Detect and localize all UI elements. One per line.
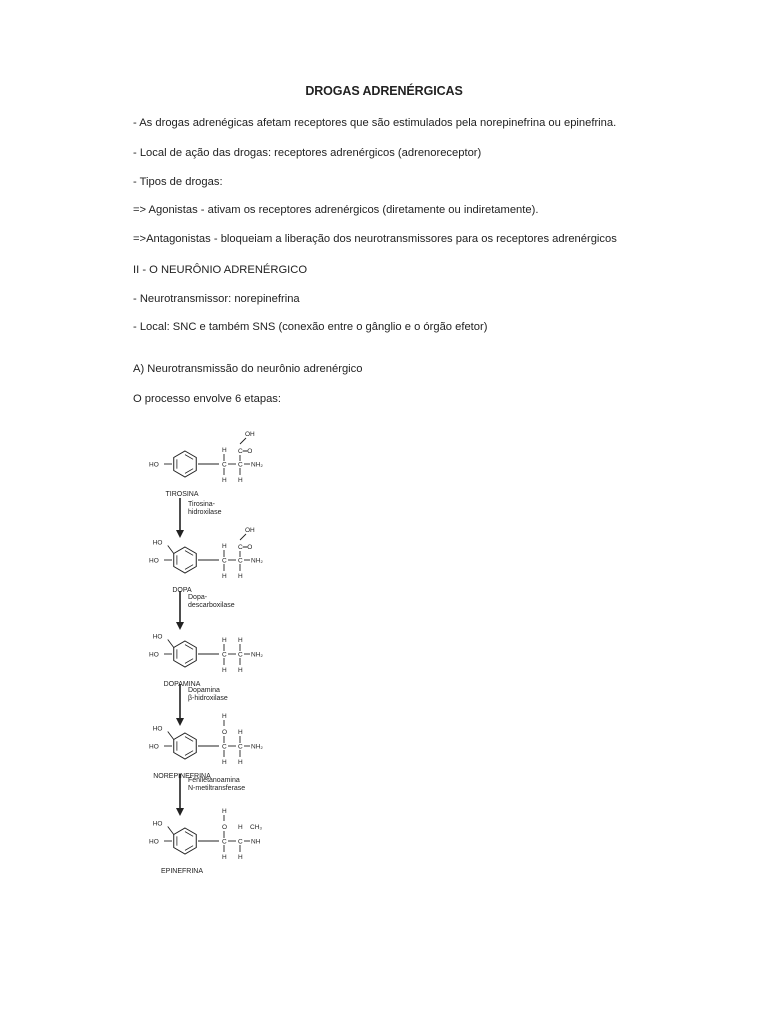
hydrogen-label: H [238,824,243,831]
hydrogen-label: H [222,808,227,815]
carbon-label: C [222,461,227,469]
paragraph-3: - Tipos de drogas: [133,176,223,188]
hydrogen-label: H [222,447,227,454]
ho-group-label: HO [149,461,159,469]
hydrogen-label: H [238,637,243,644]
carbon-label: C [222,743,227,751]
reaction-arrow [176,774,245,816]
structure-dopamina [149,634,263,689]
arrowhead [176,622,184,630]
reaction-arrow [176,498,222,538]
hydrogen-label: H [222,477,227,484]
paragraph-5: =>Antagonistas - bloqueiam a liberação dos neurotransmissores para os receptores adrenérgicos [133,233,617,245]
enzyme-name: N-metiltransferase [188,785,246,792]
carbon-label: C [222,557,227,565]
ho-group-label: HO [152,633,163,641]
carbon-label: C [238,557,243,565]
carboxyl-label: C═O [238,448,253,455]
paragraph-1: - As drogas adrenégicas afetam receptores que são estimulados pela norepinefrina ou epinefrina. [133,117,617,129]
hydrogen-label: H [222,667,227,674]
enzyme-name: hidroxilase [188,509,222,516]
compound-name: NOREPINEFRINA [153,773,211,780]
hydrogen-label: H [222,637,227,644]
paragraph-10: O processo envolve 6 etapas: [133,393,282,405]
arrowhead [176,718,184,726]
carbon-label: C [238,461,243,469]
amine-label: NH₂ [251,651,263,659]
ho-group-label: HO [152,820,163,828]
amine-label: NH₂ [251,557,263,565]
amine-label: NH₂ [251,461,263,469]
carboxyl-label: C═O [238,544,253,551]
structure-tirosina [149,431,263,498]
structure-epinefrina [149,808,262,875]
bond [168,732,174,740]
compound-name: DOPAMINA [163,681,201,688]
compound-name: EPINEFRINA [160,868,204,875]
enzyme-name: β-hidroxilase [188,695,228,702]
amine-label: NH₂ [251,743,263,751]
hydrogen-label: H [238,667,243,674]
hydrogen-label: H [222,713,227,720]
carbon-label: C [222,838,227,846]
structure-norepinefrina [149,713,263,780]
oxygen-label: O [222,824,228,831]
carbon-label: C [238,743,243,751]
enzyme-name: Dopamina [188,687,220,694]
section-heading: II - O NEURÔNIO ADRENÉRGICO [133,264,308,276]
carbon-label: C [238,651,243,659]
ho-group-label: HO [149,838,159,846]
enzyme-name: Tirosina- [188,501,215,508]
hydroxyl-label: OH [245,431,255,438]
bond [240,534,246,540]
hydrogen-label: H [238,854,243,861]
document-title: DROGAS ADRENÉRGICAS [305,84,463,98]
hydrogen-label: H [238,759,243,766]
bond [168,546,174,554]
reaction-arrow [176,684,228,726]
ho-group-label: HO [152,725,163,733]
enzyme-name: Dopa- [188,594,208,601]
arrowhead [176,808,184,816]
hydroxyl-label: OH [245,527,255,534]
amine-label: NH [251,838,261,846]
hydrogen-label: H [222,543,227,550]
paragraph-7: - Neurotransmissor: norepinefrina [133,293,300,305]
paragraph-4: => Agonistas - ativam os receptores adrenérgicos (diretamente ou indiretamente). [133,204,539,216]
catecholamine-synthesis-diagram [128,418,408,888]
paragraph-8: - Local: SNC e também SNS (conexão entre o gânglio e o órgão efetor) [133,321,488,333]
compound-name: TIROSINA [165,491,199,498]
structure-dopa [149,527,263,594]
bond [168,827,174,835]
bond [168,640,174,648]
hydrogen-label: H [238,573,243,580]
ho-group-label: HO [149,651,159,659]
hydrogen-label: H [222,854,227,861]
carbon-label: C [222,651,227,659]
arrowhead [176,530,184,538]
enzyme-name: Feniletanoamina [188,777,240,784]
ho-group-label: HO [149,557,159,565]
hydrogen-label: H [238,477,243,484]
bond [240,438,246,444]
compound-name: DOPA [172,587,192,594]
ho-group-label: HO [149,743,159,751]
carbon-label: C [238,838,243,846]
methyl-label: CH₃ [250,824,263,831]
hydrogen-label: H [222,573,227,580]
ho-group-label: HO [152,539,163,547]
hydrogen-label: H [238,729,243,736]
enzyme-name: descarboxilase [188,602,235,609]
subsection-heading: A) Neurotransmissão do neurônio adrenérgico [133,363,363,375]
reaction-arrow [176,591,235,630]
oxygen-label: O [222,729,228,736]
hydrogen-label: H [222,759,227,766]
paragraph-2: - Local de ação das drogas: receptores adrenérgicos (adrenoreceptor) [133,147,482,159]
